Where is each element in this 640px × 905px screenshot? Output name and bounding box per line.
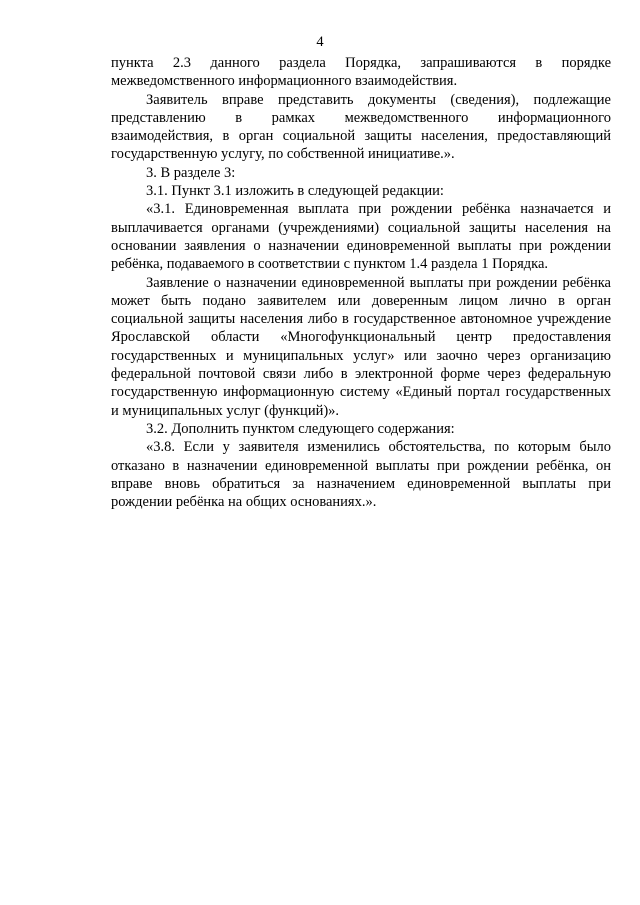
page-number: 4	[316, 34, 324, 50]
paragraph-7: 3.2. Дополнить пунктом следующего содержания:	[146, 420, 455, 437]
paragraph-4: 3.1. Пункт 3.1 изложить в следующей редакции:	[146, 183, 444, 200]
paragraph-5: «3.1. Единовременная выплата при рождении ребёнка назначается и выплачивается органами (учреждениями) социальной защиты населения на основании заявления о назначении единовременной выплаты при рождении ребёнка, подаваемого в соответствии с пунктом 1.4 раздела 1 Порядка.	[111, 201, 611, 273]
paragraph-2: Заявитель вправе представить документы (сведения), подлежащие представлению в рамках межведомственного информационного взаимодействия, в орган социальной защиты населения, предоставляющий государственную услугу, по собственной инициативе.».	[111, 91, 611, 163]
paragraph-1: пункта 2.3 данного раздела Порядка, запрашиваются в порядке межведомственного информационного взаимодействия.	[111, 55, 611, 90]
body-text	[111, 54, 611, 511]
paragraph-6: Заявление о назначении единовременной выплаты при рождении ребёнка может быть подано заявителем или доверенным лицом лично в орган социальной защиты населения либо в государственное автономное учреждение Ярославской области «Многофункциональный центр предоставления государственных и муниципальных услуг» или заочно через организацию федеральной почтовой связи либо в электронной форме через федеральную государственную информационную систему «Единый портал государственных и муниципальных услуг (функций)».	[111, 274, 611, 419]
paragraph-3: 3. В разделе 3:	[146, 164, 236, 181]
paragraph-8: «3.8. Если у заявителя изменились обстоятельства, по которым было отказано в назначении единовременной выплаты при рождении ребёнка, он вправе вновь обратиться за назначением единовременной выплаты при рождении ребёнка на общих основаниях.».	[111, 439, 611, 511]
